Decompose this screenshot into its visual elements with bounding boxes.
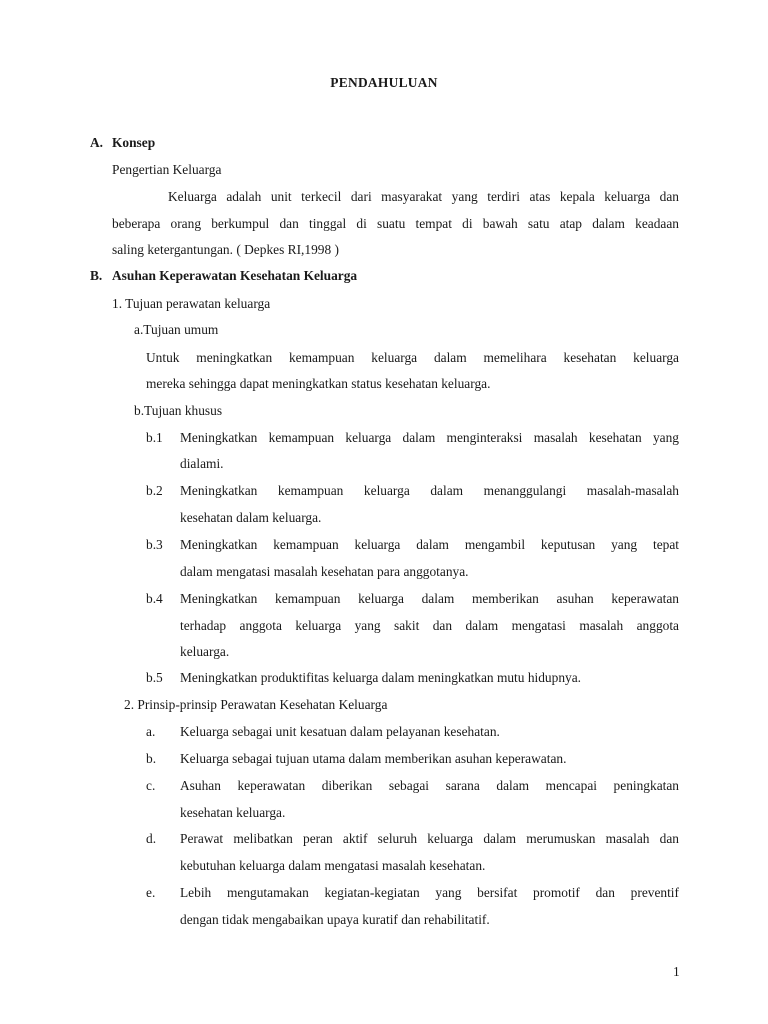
- list-marker: b.5: [146, 670, 163, 685]
- list-item-text: terhadap anggota keluarga yang sakit dan dalam mengatasi masalah anggota: [180, 618, 679, 633]
- paragraph-line: Keluarga adalah unit terkecil dari masyarakat yang terdiri atas kepala keluarga dan: [168, 189, 679, 204]
- section-a-heading: Konsep: [112, 135, 156, 150]
- list-marker: d.: [146, 831, 157, 846]
- list-item-text: dialami.: [180, 456, 224, 471]
- paragraph-line: beberapa orang berkumpul dan tinggal di suatu tempat di bawah satu atap dalam keadaan: [112, 216, 679, 231]
- list-item-text: dengan tidak mengabaikan upaya kuratif dan rehabilitatif.: [180, 912, 490, 927]
- list-item-text: Meningkatkan produktifitas keluarga dalam meningkatkan mutu hidupnya.: [180, 670, 582, 685]
- section-b-heading: Asuhan Keperawatan Kesehatan Keluarga: [112, 268, 358, 283]
- list-item-text: kesehatan keluarga.: [180, 805, 286, 820]
- list-item-text: kebutuhan keluarga dalam mengatasi masalah kesehatan.: [180, 858, 486, 873]
- list-marker: b.: [146, 751, 157, 766]
- list-item-text: Keluarga sebagai unit kesatuan dalam pelayanan kesehatan.: [180, 724, 500, 739]
- section-a-marker: A.: [90, 135, 104, 150]
- page-title: PENDAHULUAN: [330, 75, 438, 90]
- list-item-text: Asuhan keperawatan diberikan sebagai sarana dalam mencapai peningkatan: [180, 778, 679, 793]
- list-item-text: Meningkatkan kemampuan keluarga dalam menginteraksi masalah kesehatan yang: [180, 430, 679, 445]
- list-item-text: Meningkatkan kemampuan keluarga dalam menanggulangi masalah-masalah: [180, 483, 679, 498]
- list-item-text: Meningkatkan kemampuan keluarga dalam mengambil keputusan yang tepat: [180, 537, 679, 552]
- list-item-text: Meningkatkan kemampuan keluarga dalam memberikan asuhan keperawatan: [180, 591, 679, 606]
- section-b-marker: B.: [90, 268, 103, 283]
- list-item-text: Keluarga sebagai tujuan utama dalam memberikan asuhan keperawatan.: [180, 751, 567, 766]
- sub-item-label: a.Tujuan umum: [134, 322, 219, 337]
- list-marker: e.: [146, 885, 156, 900]
- list-item-text: kesehatan dalam keluarga.: [180, 510, 322, 525]
- sub-item-label: b.Tujuan khusus: [134, 403, 223, 418]
- list-item-text: dalam mengatasi masalah kesehatan para anggotanya.: [180, 564, 469, 579]
- list-item-text: Lebih mengutamakan kegiatan-kegiatan yang bersifat promotif dan preventif: [180, 885, 679, 900]
- list-marker: a.: [146, 724, 156, 739]
- list-marker: b.4: [146, 591, 163, 606]
- list-item-label: 2. Prinsip-prinsip Perawatan Kesehatan Keluarga: [124, 697, 388, 712]
- list-item-label: 1. Tujuan perawatan keluarga: [112, 296, 271, 311]
- list-marker: c.: [146, 778, 156, 793]
- page-number: 1: [673, 964, 680, 979]
- paragraph-line: saling ketergantungan. ( Depkes RI,1998 ): [112, 242, 339, 257]
- list-item-text: Perawat melibatkan peran aktif seluruh keluarga dalam merumuskan masalah dan: [180, 831, 679, 846]
- list-item-text: keluarga.: [180, 644, 230, 659]
- section-a-subheading: Pengertian Keluarga: [112, 162, 222, 177]
- list-marker: b.1: [146, 430, 163, 445]
- paragraph-line: mereka sehingga dapat meningkatkan status kesehatan keluarga.: [146, 376, 491, 391]
- paragraph-line: Untuk meningkatkan kemampuan keluarga dalam memelihara kesehatan keluarga: [146, 350, 679, 365]
- list-marker: b.3: [146, 537, 163, 552]
- list-marker: b.2: [146, 483, 163, 498]
